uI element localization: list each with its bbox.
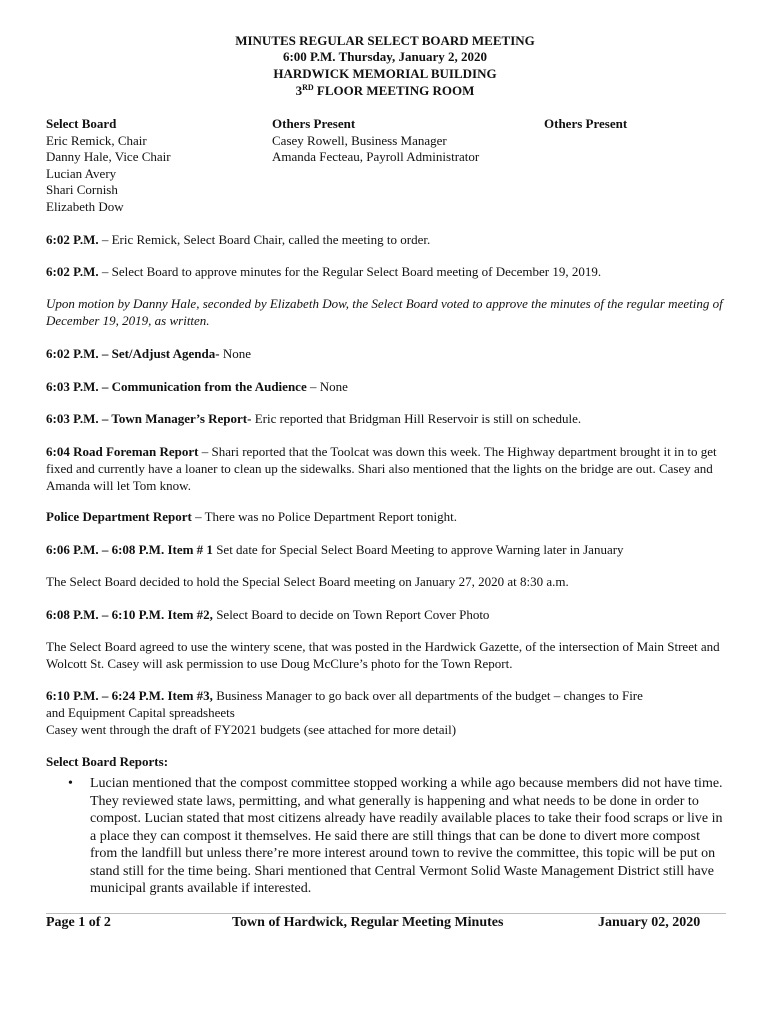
entry-text: – There was no Police Department Report tonight. — [191, 509, 457, 524]
entry-text: Business Manager to go back over all departments of the budget – changes to Fire — [212, 688, 643, 703]
title-line-3: HARDWICK MEMORIAL BUILDING — [273, 66, 497, 81]
entry-title: 6:03 P.M. – Town Manager’s Report- — [46, 411, 252, 426]
member-name: Danny Hale, Vice Chair — [46, 149, 171, 164]
police-entry — [46, 508, 736, 525]
audience-entry — [46, 378, 736, 395]
list-item — [46, 775, 726, 898]
road-foreman-entry — [46, 443, 736, 494]
item-1-result: The Select Board decided to hold the Special Select Board meeting on January 27, 2020 at 8:30 a.m. — [46, 574, 569, 589]
others-present-column — [272, 116, 479, 166]
member-name: Lucian Avery — [46, 165, 117, 181]
bullet-icon: • — [68, 776, 73, 791]
entry-time: 6:02 P.M. — [46, 232, 99, 247]
approve-minutes-entry — [46, 263, 736, 280]
others-present-column-2 — [544, 116, 627, 133]
entry-title: 6:03 P.M. – Communication from the Audience — [46, 379, 307, 394]
reports-list — [46, 775, 726, 898]
title-line-1: MINUTES REGULAR SELECT BOARD MEETING — [235, 33, 535, 48]
entry-title: 6:10 P.M. – 6:24 P.M. Item #3, — [46, 688, 213, 703]
floor-rest: FLOOR MEETING ROOM — [313, 83, 475, 98]
item-2-result: The Select Board agreed to use the wintery scene, that was posted in the Hardwick Gazette, of the intersection of Main Street and Wolcott St. Casey will ask permission to use Doug McClure’s photo for the Town Report. — [46, 639, 720, 671]
select-board-heading: Select Board — [46, 116, 117, 131]
entry-text: Eric reported that Bridgman Hill Reservoir is still on schedule. — [251, 411, 582, 426]
town-manager-entry — [46, 410, 736, 427]
entry-text: None — [219, 346, 252, 361]
entry-text: – Eric Remick, Select Board Chair, called the meeting to order. — [98, 232, 431, 247]
entry-title: 6:04 Road Foreman Report — [46, 444, 199, 459]
title-line-4 — [0, 83, 770, 99]
motion-text: Upon motion by Danny Hale, seconded by Elizabeth Dow, the Select Board voted to approve the minutes of the regular meeting of December 19, 2019, as written. — [46, 296, 723, 328]
member-name: Shari Cornish — [46, 182, 118, 197]
page-number: Page 1 of 2 — [46, 915, 111, 930]
entry-time: 6:02 P.M. — [46, 264, 99, 279]
agenda-entry — [46, 345, 736, 362]
entry-text: Select Board to decide on Town Report Cover Photo — [212, 607, 490, 622]
entry-text-line-2: and Equipment Capital spreadsheets — [46, 705, 235, 720]
footer-date: January 02, 2020 — [598, 915, 701, 930]
member-name: Eric Remick, Chair — [46, 132, 147, 148]
member-name: Elizabeth Dow — [46, 198, 124, 214]
entry-title: 6:08 P.M. – 6:10 P.M. Item #2, — [46, 607, 213, 622]
item-1-entry — [46, 541, 736, 558]
others-present-heading-2: Others Present — [544, 116, 628, 131]
item-2-entry — [46, 606, 736, 623]
entry-text: Set date for Special Select Board Meeting to approve Warning later in January — [212, 542, 624, 557]
call-to-order-entry — [46, 231, 736, 248]
entry-title: Police Department Report — [46, 509, 192, 524]
entry-text-line-3: Casey went through the draft of FY2021 budgets (see attached for more detail) — [46, 722, 457, 737]
item-3-entry — [46, 687, 736, 738]
entry-text: – None — [306, 379, 348, 394]
attendee-name: Casey Rowell, Business Manager — [272, 132, 447, 148]
others-present-heading: Others Present — [272, 116, 356, 131]
reports-heading: Select Board Reports: — [46, 754, 169, 769]
entry-title: 6:02 P.M. – Set/Adjust Agenda- — [46, 346, 220, 361]
floor-ordinal: RD — [302, 83, 314, 92]
floor-number: 3 — [295, 83, 303, 98]
select-board-column — [46, 116, 171, 215]
attendee-name: Amanda Fecteau, Payroll Administrator — [272, 149, 480, 164]
footer-title: Town of Hardwick, Regular Meeting Minutes — [232, 915, 504, 930]
report-text: Lucian mentioned that the compost committee stopped working a while ago because members did not have time. They reviewed state laws, permitting, and what generally is happening and what needs to be done in order to compost. Lucian stated that most citizens already have readily available places to take their food scraps or live in a place they can compost it themselves. He said there are still things that can be done to divert more compost from the landfill but unless there’re more interest around town to revive the committee, this topic will be put on stand still for the time being. Shari mentioned that Central Vermont Solid Waste Management District still have municipal grants available if interested. — [90, 776, 723, 896]
title-line-2: 6:00 P.M. Thursday, January 2, 2020 — [282, 49, 488, 64]
entry-text: – Shari reported that the Toolcat was down this week. The Highway department brought it in to get fixed and currently have a loaner to clean up the sidewalks. Shari also mentioned that the lights on the bridge are out. Casey and Amanda will let Tom know. — [46, 444, 717, 493]
entry-title: 6:06 P.M. – 6:08 P.M. Item # 1 — [46, 542, 213, 557]
entry-text: – Select Board to approve minutes for the Regular Select Board meeting of December 19, 2019. — [98, 264, 602, 279]
